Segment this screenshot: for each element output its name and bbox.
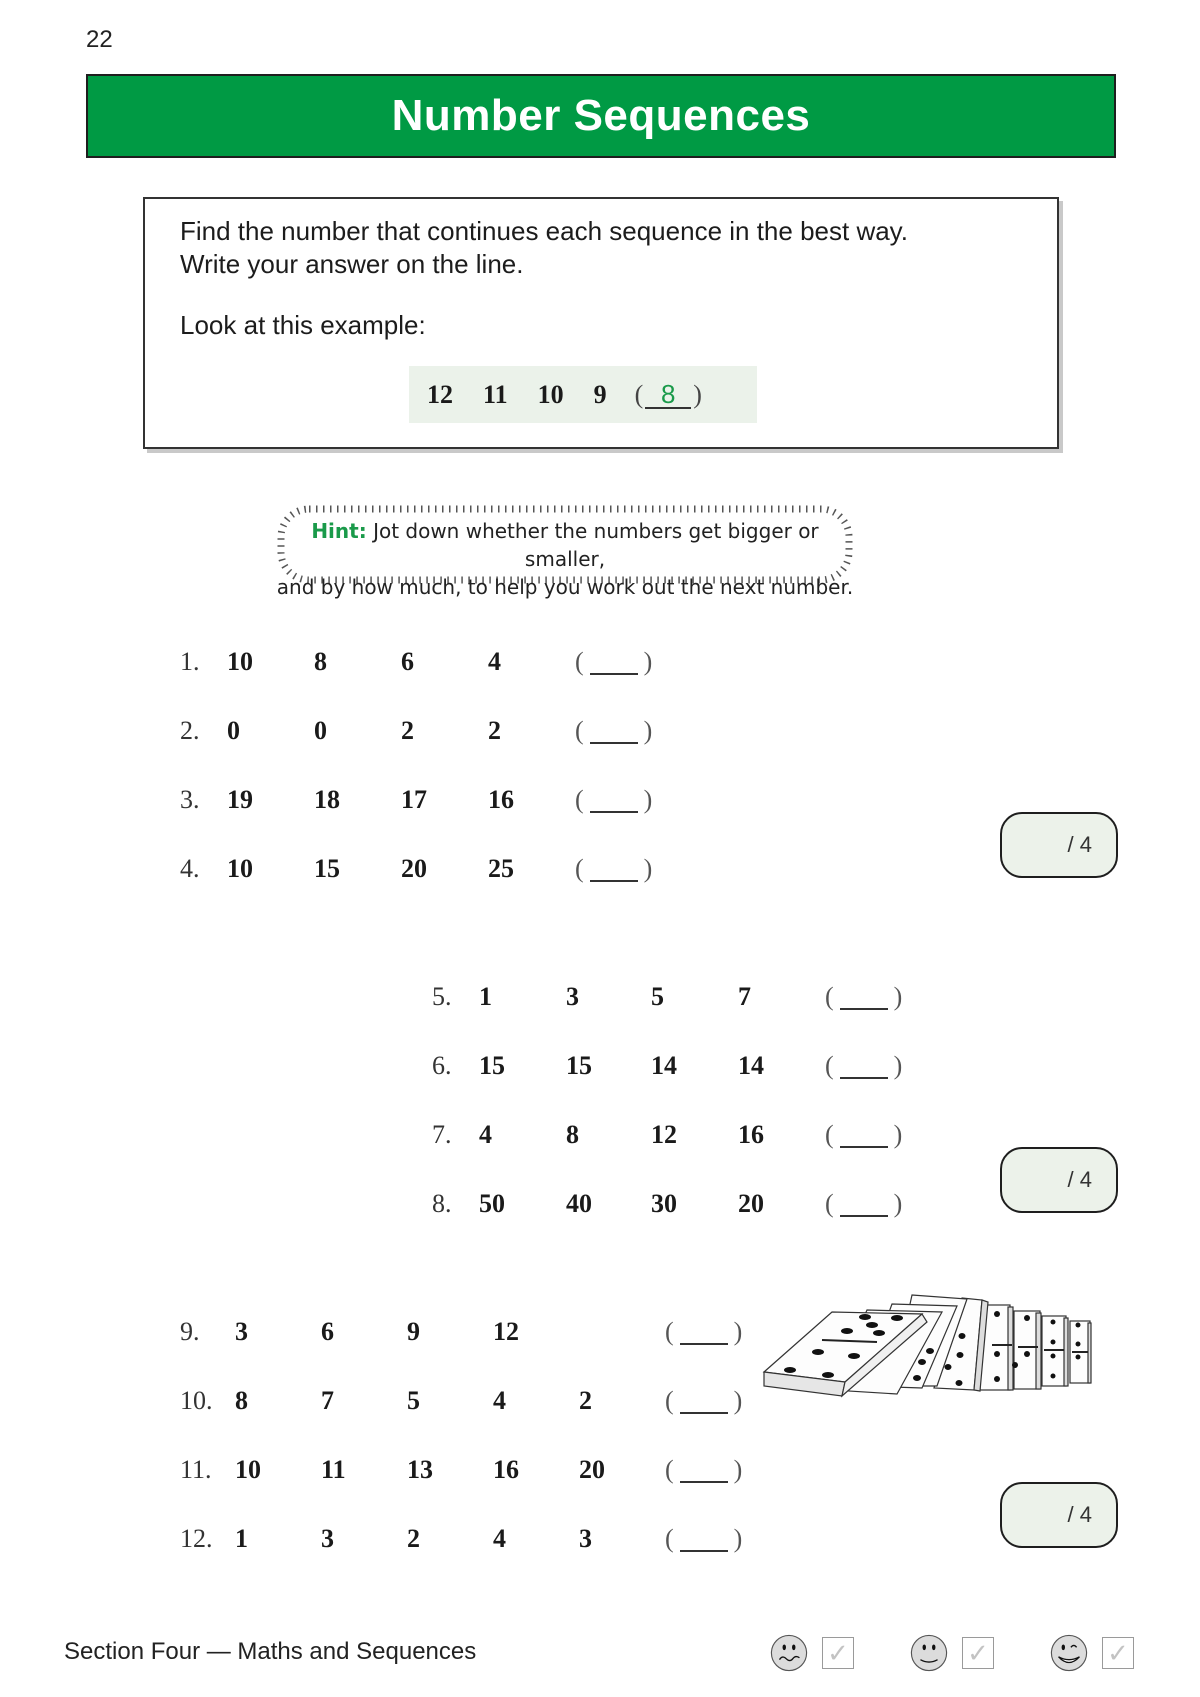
answer-blank[interactable] <box>840 1122 888 1148</box>
sequence-value: 3 <box>579 1524 592 1553</box>
question-number: 6. <box>432 1051 452 1080</box>
question-row <box>180 1450 742 1490</box>
question-number: 2. <box>180 716 200 745</box>
sequence-value: 6 <box>401 647 414 676</box>
instruction-line-2: Write your answer on the line. <box>180 249 524 279</box>
answer-blank[interactable] <box>840 1191 888 1217</box>
sequence-value: 1 <box>479 982 492 1011</box>
open-paren: ( <box>825 982 834 1011</box>
question-number: 3. <box>180 785 200 814</box>
sequence-value: 2 <box>579 1386 592 1415</box>
open-paren: ( <box>575 647 584 676</box>
wink-face-icon[interactable] <box>1050 1634 1088 1672</box>
open-paren: ( <box>665 1524 674 1553</box>
sequence-value: 3 <box>235 1317 248 1346</box>
open-paren: ( <box>634 379 644 409</box>
score-box[interactable]: / 4 <box>1000 812 1118 878</box>
sequence-value: 6 <box>321 1317 334 1346</box>
sequence-value: 10 <box>227 647 253 676</box>
close-paren: ) <box>643 785 653 814</box>
instructions-text <box>180 215 908 281</box>
sequence-value: 16 <box>738 1120 764 1149</box>
sequence-value: 1 <box>235 1524 248 1553</box>
open-paren: ( <box>665 1386 674 1415</box>
sequence-value: 2 <box>401 716 414 745</box>
self-assessment <box>770 1634 1134 1672</box>
answer-blank[interactable] <box>590 649 638 675</box>
close-paren: ) <box>643 854 653 883</box>
tick-icon: ✓ <box>827 1637 849 1668</box>
sequence-value: 18 <box>314 785 340 814</box>
answer-blank[interactable] <box>680 1319 728 1345</box>
close-paren: ) <box>693 379 702 409</box>
hint-line-2: and by how much, to help you work out the next number. <box>276 575 854 599</box>
open-paren: ( <box>665 1455 674 1484</box>
sequence-value: 10 <box>227 854 253 883</box>
sequence-value: 20 <box>738 1189 764 1218</box>
sequence-value: 14 <box>651 1051 677 1080</box>
sequence-value: 8 <box>314 647 327 676</box>
example-number: 11 <box>483 379 508 409</box>
score-box[interactable]: / 4 <box>1000 1147 1118 1213</box>
example-sequence <box>409 366 757 423</box>
sequence-value: 25 <box>488 854 514 883</box>
open-paren: ( <box>825 1120 834 1149</box>
sequence-value: 8 <box>566 1120 579 1149</box>
question-number: 7. <box>432 1120 452 1149</box>
question-row <box>180 711 652 751</box>
sequence-value: 19 <box>227 785 253 814</box>
sequence-value: 11 <box>321 1455 346 1484</box>
worried-face-icon[interactable] <box>770 1634 808 1672</box>
open-paren: ( <box>665 1317 674 1346</box>
sequence-value: 4 <box>479 1120 492 1149</box>
sequence-value: 4 <box>488 647 501 676</box>
open-paren: ( <box>575 854 584 883</box>
sequence-value: 4 <box>493 1386 506 1415</box>
sequence-value: 5 <box>651 982 664 1011</box>
hint-box <box>275 503 855 599</box>
sequence-value: 10 <box>235 1455 261 1484</box>
title-banner <box>86 74 1116 158</box>
instructions-box <box>143 197 1059 449</box>
question-number: 12. <box>180 1524 213 1553</box>
close-paren: ) <box>893 1189 903 1218</box>
sequence-value: 16 <box>493 1455 519 1484</box>
question-number: 10. <box>180 1386 213 1415</box>
answer-blank[interactable] <box>590 718 638 744</box>
page-title: Number Sequences <box>391 91 811 140</box>
question-row <box>432 977 902 1017</box>
sequence-value: 40 <box>566 1189 592 1218</box>
close-paren: ) <box>733 1455 743 1484</box>
close-paren: ) <box>893 1120 903 1149</box>
page-number: 22 <box>86 26 113 53</box>
example-number: 12 <box>427 379 453 409</box>
instruction-line-1: Find the number that continues each sequence in the best way. <box>180 216 908 246</box>
sequence-value: 7 <box>321 1386 334 1415</box>
tick-icon: ✓ <box>967 1637 989 1668</box>
sequence-value: 16 <box>488 785 514 814</box>
open-paren: ( <box>825 1051 834 1080</box>
answer-blank[interactable] <box>680 1388 728 1414</box>
hint-line-1: Jot down whether the numbers get bigger or smaller, <box>373 519 819 571</box>
sequence-value: 4 <box>493 1524 506 1553</box>
question-number: 8. <box>432 1189 452 1218</box>
hint-text <box>275 517 855 601</box>
close-paren: ) <box>733 1524 743 1553</box>
checkbox-worried[interactable] <box>822 1637 854 1669</box>
open-paren: ( <box>575 716 584 745</box>
answer-blank[interactable] <box>590 856 638 882</box>
question-row <box>180 1312 742 1352</box>
sequence-value: 2 <box>407 1524 420 1553</box>
question-row <box>180 849 652 889</box>
close-paren: ) <box>733 1386 743 1415</box>
sequence-value: 30 <box>651 1189 677 1218</box>
close-paren: ) <box>893 1051 903 1080</box>
sequence-value: 5 <box>407 1386 420 1415</box>
sequence-value: 3 <box>321 1524 334 1553</box>
sequence-value: 13 <box>407 1455 433 1484</box>
close-paren: ) <box>733 1317 743 1346</box>
example-answer: 8 <box>645 381 691 409</box>
sequence-value: 15 <box>566 1051 592 1080</box>
sequence-value: 3 <box>566 982 579 1011</box>
answer-blank[interactable] <box>680 1457 728 1483</box>
open-paren: ( <box>575 785 584 814</box>
answer-blank[interactable] <box>680 1526 728 1552</box>
close-paren: ) <box>643 647 653 676</box>
score-box[interactable]: / 4 <box>1000 1482 1118 1548</box>
answer-blank[interactable] <box>840 1053 888 1079</box>
hint-label: Hint: <box>311 519 367 543</box>
sequence-value: 15 <box>314 854 340 883</box>
example-number: 10 <box>537 379 564 409</box>
question-number: 5. <box>432 982 452 1011</box>
sequence-value: 12 <box>493 1317 519 1346</box>
sequence-value: 14 <box>738 1051 764 1080</box>
question-number: 4. <box>180 854 200 883</box>
checkbox-great[interactable] <box>1102 1637 1134 1669</box>
sequence-value: 17 <box>401 785 427 814</box>
falling-dominoes-icon <box>762 1290 1102 1410</box>
sequence-value: 12 <box>651 1120 677 1149</box>
question-row <box>432 1046 902 1086</box>
checkbox-ok[interactable] <box>962 1637 994 1669</box>
question-row <box>180 642 652 682</box>
question-number: 1. <box>180 647 200 676</box>
question-number: 9. <box>180 1317 200 1346</box>
sequence-value: 7 <box>738 982 751 1011</box>
sequence-value: 9 <box>407 1317 420 1346</box>
tick-icon: ✓ <box>1107 1637 1129 1668</box>
example-number: 9 <box>593 379 607 409</box>
sequence-value: 15 <box>479 1051 505 1080</box>
question-row <box>180 1519 742 1559</box>
sequence-value: 0 <box>314 716 327 745</box>
question-row <box>432 1184 902 1224</box>
answer-blank[interactable] <box>590 787 638 813</box>
question-row <box>432 1115 902 1155</box>
sequence-value: 50 <box>479 1189 505 1218</box>
answer-blank[interactable] <box>840 984 888 1010</box>
sequence-value: 20 <box>579 1455 605 1484</box>
sequence-value: 8 <box>235 1386 248 1415</box>
example-label: Look at this example: <box>180 310 426 340</box>
close-paren: ) <box>643 716 653 745</box>
question-row <box>180 1381 742 1421</box>
open-paren: ( <box>825 1189 834 1218</box>
question-number: 11. <box>180 1455 212 1484</box>
close-paren: ) <box>893 982 903 1011</box>
smile-face-icon[interactable] <box>910 1634 948 1672</box>
sequence-value: 2 <box>488 716 501 745</box>
question-row <box>180 780 652 820</box>
sequence-value: 20 <box>401 854 427 883</box>
section-footer: Section Four — Maths and Sequences <box>64 1638 477 1665</box>
sequence-value: 0 <box>227 716 240 745</box>
